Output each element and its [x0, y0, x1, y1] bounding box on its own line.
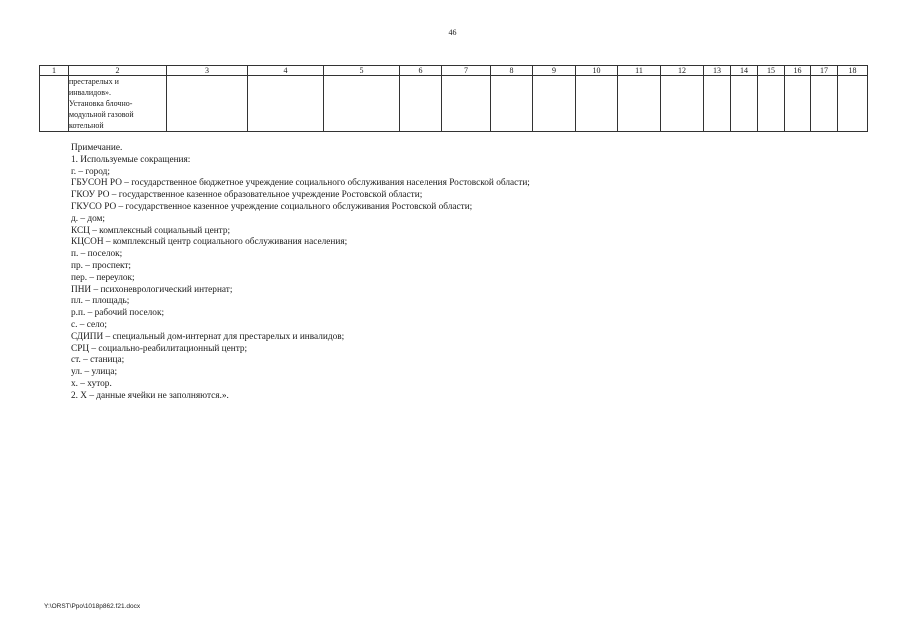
- note-line: 1. Используемые сокращения:: [71, 154, 191, 165]
- table-cell: [704, 76, 731, 132]
- note-line: п. – поселок;: [71, 249, 123, 260]
- note-line: р.п. – рабочий поселок;: [71, 308, 165, 319]
- table-cell: [785, 76, 811, 132]
- column-header: 17: [811, 66, 838, 76]
- cell-text-line: Установка блочно-: [69, 99, 133, 108]
- table-cell: [576, 76, 618, 132]
- table-cell: [731, 76, 758, 132]
- table-cell: [491, 76, 533, 132]
- table-cell: [661, 76, 704, 132]
- table-cell: [167, 76, 248, 132]
- table-cell: [248, 76, 324, 132]
- note-line: ГКУСО РО – государственное казенное учреждение социального обслуживания Ростовской области;: [71, 201, 473, 212]
- notes-title: Примечание.: [71, 143, 123, 153]
- column-header: 6: [400, 66, 442, 76]
- header-row: [40, 66, 868, 76]
- note-line: х. – хутор.: [71, 378, 112, 389]
- note-line: пр. – проспект;: [71, 260, 132, 271]
- column-header: 11: [618, 66, 661, 76]
- column-header: 10: [576, 66, 618, 76]
- table-cell: [618, 76, 661, 132]
- cell-text-line: котельной: [69, 121, 104, 130]
- table-cell: [533, 76, 576, 132]
- column-header: 4: [248, 66, 324, 76]
- table-cell: [442, 76, 491, 132]
- page-number: 46: [448, 28, 457, 37]
- table-cell-description: [69, 76, 167, 132]
- note-line: д. – дом;: [71, 213, 106, 224]
- column-header: 8: [491, 66, 533, 76]
- table-cell: [400, 76, 442, 132]
- column-header: 14: [731, 66, 758, 76]
- table-cell: [324, 76, 400, 132]
- column-header: 18: [838, 66, 868, 76]
- column-header: 1: [40, 66, 69, 76]
- note-line: ул. – улица;: [71, 367, 118, 378]
- notes-section: [71, 143, 851, 403]
- note-line: с. – село;: [71, 319, 107, 330]
- note-line: г. – город;: [71, 166, 110, 177]
- column-header: 13: [704, 66, 731, 76]
- note-line: пл. – площадь;: [71, 296, 130, 307]
- table-cell: [838, 76, 868, 132]
- cell-text-line: инвалидов».: [69, 88, 111, 97]
- cell-text-line: модульной газовой: [69, 110, 134, 119]
- column-header: 7: [442, 66, 491, 76]
- table-cell: [40, 76, 69, 132]
- column-header: 5: [324, 66, 400, 76]
- column-header: 12: [661, 66, 704, 76]
- column-header: 2: [69, 66, 167, 76]
- table-cell: [758, 76, 785, 132]
- column-header: 15: [758, 66, 785, 76]
- note-line: ПНИ – психоневрологический интернат;: [71, 284, 233, 295]
- cell-text-line: престарелых и: [69, 77, 119, 86]
- footer-file-path: Y:\ORST\Ppo\1018p862.f21.docx: [44, 603, 141, 610]
- note-line: СДИПИ – специальный дом-интернат для престарелых и инвалидов;: [71, 331, 345, 342]
- note-line: ГБУСОН РО – государственное бюджетное учреждение социального обслуживания населения Ростовской области;: [71, 178, 530, 189]
- note-line: СРЦ – социально-реабилитационный центр;: [71, 343, 248, 354]
- column-header: 3: [167, 66, 248, 76]
- table-cell: [811, 76, 838, 132]
- note-line: 2. Х – данные ячейки не заполняются.».: [71, 390, 229, 401]
- note-line: ст. – станица;: [71, 355, 125, 366]
- note-line: ГКОУ РО – государственное казенное образовательное учреждение Ростовской области;: [71, 190, 423, 201]
- data-table: [39, 65, 868, 132]
- note-line: КЦСОН – комплексный центр социального обслуживания населения;: [71, 237, 348, 248]
- column-header: 9: [533, 66, 576, 76]
- column-header: 16: [785, 66, 811, 76]
- note-line: КСЦ – комплексный социальный центр;: [71, 225, 231, 236]
- table-row: [40, 76, 868, 132]
- note-line: пер. – переулок;: [71, 272, 135, 283]
